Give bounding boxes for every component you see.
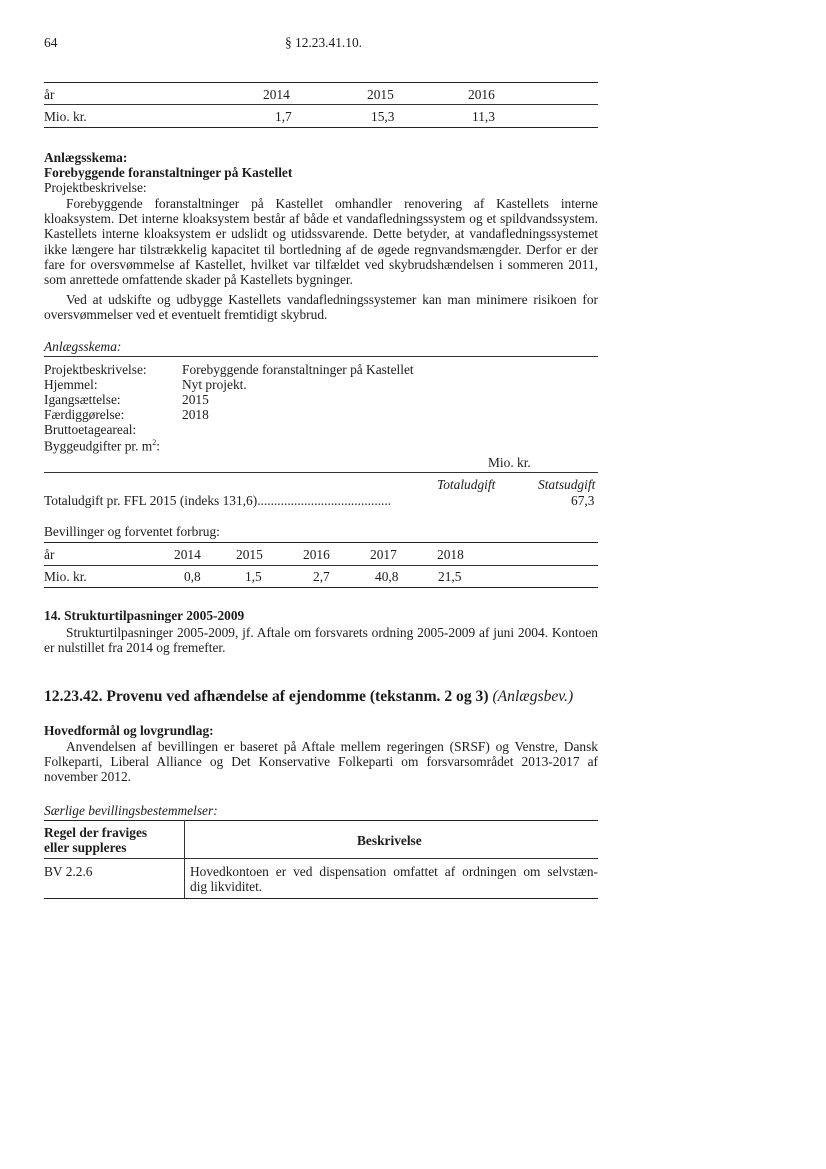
schema-label-hjemmel: Hjemmel:	[44, 377, 98, 392]
bevillinger-year-2017: 2017	[370, 547, 397, 562]
bestemmelser-col-divider	[184, 820, 185, 898]
bestemmelser-mid-rule	[44, 858, 598, 859]
anlaeg-subheading: Forebyggende foranstaltninger på Kastellet	[44, 165, 293, 180]
table1-bottom-rule	[44, 127, 598, 128]
schema-label-byggeudgifter-text: Byggeudgifter pr. m	[44, 438, 153, 454]
schema-label-igangsaettelse: Igangsættelse:	[44, 392, 121, 407]
bevillinger-mid-rule	[44, 565, 598, 566]
bestemmelser-rule-value: BV 2.2.6	[44, 864, 93, 879]
table1-year-2014: 2014	[263, 87, 290, 102]
bestemmelser-title: Særlige bevillingsbestemmelser:	[44, 803, 218, 818]
schema-value-faerdiggoerelse: 2018	[182, 407, 209, 422]
bevillinger-value-2015: 1,5	[245, 569, 262, 584]
bevillinger-title: Bevillinger og forventet forbrug:	[44, 524, 220, 539]
page-number: 64	[44, 35, 58, 50]
bevillinger-year-2018: 2018	[437, 547, 464, 562]
schema-top-rule	[44, 356, 598, 357]
section4242-text: Anvendelsen af bevillingen er baseret på Aftale mellem regeringen (SRSF) og Venstre, Dansk Folkeparti, Liberal Alliance og Det Konservative Folkeparti om forsvarsområdet 2013-2017 af november 2012.	[44, 739, 598, 785]
table1-year-2016: 2016	[468, 87, 495, 102]
section4242-heading: 12.23.42. Provenu ved afhændelse af ejendomme (tekstanm. 2 og 3)	[44, 688, 489, 705]
section4242-heading-suffix: (Anlægsbev.)	[492, 688, 574, 705]
anlaeg-heading: Anlægsskema:	[44, 150, 128, 165]
bevillinger-value-2014: 0,8	[184, 569, 201, 584]
schema-col-state: Statsudgift	[538, 477, 596, 492]
table1-year-2015: 2015	[367, 87, 394, 102]
schema-col-total: Totaludgift	[437, 477, 496, 492]
section4242-heading-line	[44, 688, 573, 706]
bevillinger-top-rule	[44, 542, 598, 543]
bevillinger-year-2014: 2014	[174, 547, 201, 562]
schema-unit: Mio. kr.	[488, 455, 531, 470]
table1-mid-rule	[44, 104, 598, 105]
schema-title: Anlægsskema:	[44, 339, 122, 354]
bevillinger-value-2016: 2,7	[313, 569, 330, 584]
section4242-subheading: Hovedformål og lovgrundlag:	[44, 723, 214, 738]
table1-year-label: år	[44, 87, 55, 102]
schema-total-line	[44, 493, 391, 509]
schema-unit-rule	[44, 472, 598, 473]
bevillinger-bottom-rule	[44, 587, 598, 588]
schema-label-faerdiggoerelse: Færdiggørelse:	[44, 407, 125, 422]
schema-label-byggeudgifter-suffix: :	[156, 438, 160, 454]
bestemmelser-col2-header: Beskrivelse	[357, 833, 422, 848]
bevillinger-value-2017: 40,8	[375, 569, 399, 584]
bestemmelser-description-1: Hovedkontoen er ved dispensation omfattet af ordningen om selvstæn-	[190, 864, 598, 879]
schema-label-byggeudgifter-sup: 2	[152, 438, 157, 447]
section-reference: § 12.23.41.10.	[285, 35, 362, 50]
bestemmelser-bottom-rule	[44, 898, 598, 899]
bestemmelser-top-rule	[44, 820, 598, 821]
table1-top-rule	[44, 82, 598, 83]
bevillinger-value-2018: 21,5	[438, 569, 462, 584]
bevillinger-year-2016: 2016	[303, 547, 330, 562]
schema-label-projekt: Projektbeskrivelse:	[44, 362, 147, 377]
schema-total-value: 67,3	[571, 493, 595, 508]
anlaeg-label: Projektbeskrivelse:	[44, 180, 147, 195]
table1-value-2016: 11,3	[472, 109, 495, 124]
schema-value-hjemmel: Nyt projekt.	[182, 377, 247, 392]
bestemmelser-col1-header-1: Regel der fraviges	[44, 825, 148, 840]
table1-value-2014: 1,7	[275, 109, 292, 124]
schema-total-label: Totaludgift pr. FFL 2015 (indeks 131,6)	[44, 493, 258, 508]
bestemmelser-col1-header-2: eller suppleres	[44, 840, 127, 855]
section14-text: Strukturtilpasninger 2005-2009, jf. Aftale om forsvarets ordning 2005-2009 af juni 2004. Kontoen er nulstillet fra 2014 og fremefter.	[44, 625, 598, 656]
schema-value-projekt: Forebyggende foranstaltninger på Kastellet	[182, 362, 414, 377]
table1-value-2015: 15,3	[371, 109, 395, 124]
schema-total-dots: ........................................	[257, 493, 392, 508]
section14-heading: 14. Strukturtilpasninger 2005-2009	[44, 608, 245, 623]
schema-label-bruttoetageareal: Bruttoetageareal:	[44, 422, 137, 437]
bestemmelser-description-2: dig likviditet.	[190, 879, 263, 894]
anlaeg-paragraph-2: Ved at udskifte og udbygge Kastellets vandafledningssystemer kan man minimere risikoen for oversvømmelser ved et eventuelt fremtidigt skybrud.	[44, 292, 598, 323]
table1-amount-label: Mio. kr.	[44, 109, 87, 124]
bevillinger-amount-label: Mio. kr.	[44, 569, 87, 584]
schema-value-igangsaettelse: 2015	[182, 392, 209, 407]
bevillinger-year-2015: 2015	[236, 547, 263, 562]
anlaeg-paragraph-1: Forebyggende foranstaltninger på Kastellet omhandler renovering af Kastellets interne kloaksystem. Det interne kloaksystem består af både et vandafledningssystem og et spildvandssystem. Kastellets interne kloaksystem er udslidt og utidssvarende. Dette betyder, at vandafledningssystemet ikke længere har tilstrækkelig kapacitet til bortledning af de øgede regnvandsmængder. Derfor er der fare for oversvømmelse af Kastellet, hvilket var tilfældet ved skybrudshændelsen i sommeren 2011, som anrettede omfattende skader på Kastellets bygninger.	[44, 196, 598, 288]
bevillinger-year-label: år	[44, 547, 55, 562]
schema-label-byggeudgifter	[44, 438, 160, 454]
